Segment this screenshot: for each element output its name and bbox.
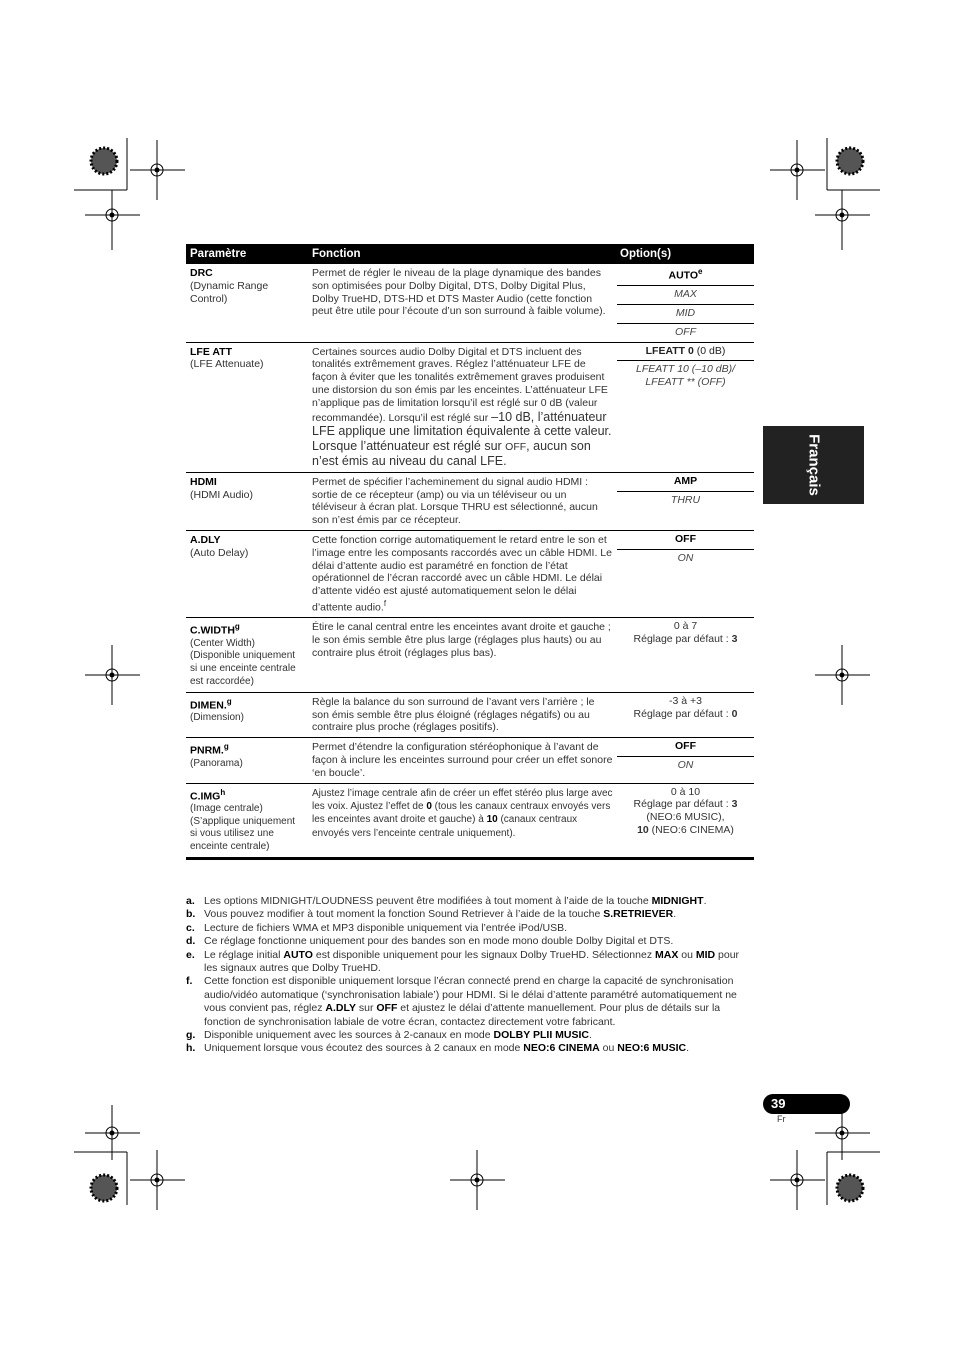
option-range: -3 à +3 (669, 694, 702, 707)
default-value: 3 (731, 798, 738, 811)
option-value: OFF (617, 531, 754, 550)
param-options (617, 531, 754, 617)
language-tab-label: Français (805, 434, 822, 496)
param-name: HDMI (190, 475, 217, 488)
param-name: DRC (190, 267, 213, 279)
option-value: LFEATT 10 (–10 dB)/ LFEATT ** (OFF) (635, 363, 735, 389)
param-sub: (Dynamic Range Control) (190, 279, 269, 305)
param-function: Permet de spécifier l’acheminement du signal audio HDMI : sortie de ce récepteur (amp) ou via un téléviseur ou un téléviseur à écran plat. Lorsque THRU est sélectionné, aucun son n’est émis par ce récepteur. (312, 475, 598, 527)
param-sub: (Image centrale) (S’applique uniquement si vous utilisez une enceinte centrale) (190, 802, 296, 853)
table-row (186, 473, 754, 531)
language-tab (763, 426, 864, 504)
page-language: Fr (777, 1114, 786, 1124)
default-value: 0 (731, 707, 738, 720)
param-function: Étire le canal central entre les enceintes avant droite et gauche ; le son émis semble être plus large (réglages plus hauts) ou au contraire plus étroit (réglages plus bas). (312, 621, 611, 659)
table-row (186, 264, 754, 343)
footnotes (186, 895, 754, 1056)
footnote-c: c. Lecture de fichiers WMA et MP3 disponible uniquement via l’entrée iPod/USB. (186, 921, 568, 934)
page-number-badge (763, 1094, 850, 1114)
param-options (617, 738, 754, 782)
footnote-ref: e (698, 267, 703, 276)
param-options: LFEATT 0 (0 dB) LFEATT 10 (–10 dB)/ LFEATT ** (OFF) (617, 343, 754, 472)
param-options (617, 473, 754, 530)
header-parametre: Paramètre (190, 248, 247, 260)
param-function: Permet d’étendre la configuration stéréophonique à l’avant de façon à inclure les enceintes surround pour créer un effet sonore ‘en boucle’. (312, 741, 613, 779)
param-name: C.WIDTH (190, 624, 235, 637)
param-function: Règle la balance du son surround de l’avant vers l’arrière ; le son émis semble être plus éloigné (réglages négatifs) ou au contraire plus proche (réglages positifs). (312, 695, 595, 734)
param-function: Certaines sources audio Dolby Digital et DTS incluent des tonalités extrêmement graves. Réglez l’atténuateur LFE de façon à éviter que les tonalités extrêmement graves produisent une distorsion du son émis par les enceintes. L’atténuateur LFE n’applique pas de limitation lorsqu’il est réglé sur 0 dB (valeur recommandée). Lorsqu’il est réglé sur –10 dB, l’atténuateur LFE applique une limitation équivalente à cette valeur. Lorsque l’atténuateur est réglé sur OFF, aucun son n’est émis au niveau du canal LFE. (312, 345, 612, 469)
footnote-d: d. Ce réglage fonctionne uniquement pour des bandes son en mode mono double Dolby Digital et DTS. (186, 935, 674, 948)
option-value: AUTO (668, 269, 699, 282)
table-row: PNRM.$^g$ (Panorama) Permet d’étendre la configuration stéréophonique à l’avant de façon à inclure les enceintes surround pour créer un effet sonore ‘en boucle’. OFF ON (186, 738, 754, 783)
option-value: OFF (617, 738, 754, 757)
param-options: 0 à 10 Réglage par défaut : 3 (NEO:6 MUSIC), 10 (NEO:6 CINEMA) (617, 784, 754, 857)
param-sub: (Auto Delay) (190, 546, 249, 559)
footnote-f: f. Cette fonction est disponible uniquement lorsque l’écran connecté prend en charge la capacité de synchronisation audio/vidéo automatique (‘synchronisation labiale’) pour HDMI. Si le délai d’attente paramétré automatiquement ne vous convient pas, réglez A.DLY sur OFF et ajustez le délai d’attente manuellement. Pour plus de détails sur la fonction de synchronisation labiale de votre écran, contactez directement votre fabricant. (186, 975, 737, 1028)
param-sub: (Center Width) (Disponible uniquement si une enceinte centrale est raccordée) (190, 637, 296, 688)
param-name: LFE ATT (190, 345, 232, 358)
param-options (617, 264, 754, 342)
table-header (186, 244, 754, 264)
header-fonction: Fonction (312, 248, 361, 260)
option-value: LFEATT 0 (645, 344, 694, 357)
table-row (186, 343, 754, 473)
param-sub: (Dimension) (190, 712, 244, 724)
table-row: C.IMG$^h$ (Image centrale) (S’applique uniquement si vous utilisez une enceinte centrale) Ajustez l’image centrale afin de créer un effet stéréo plus large avec les voix. Ajustez l’effet de 0 (tous les canaux centraux envoyés vers les enceintes avant droite et gauche) à 10 (canaux centraux envoyés vers l’enceinte centrale uniquement). 0 à 10 Réglage par défaut : 3 (NEO:6 MUSIC), 10 (NEO:6 CINEMA) (186, 784, 754, 860)
param-name: PNRM. (190, 744, 224, 757)
param-options: -3 à +3 Réglage par défaut : 0 (617, 693, 754, 737)
option-value: ON (677, 551, 694, 564)
option-value: THRU (670, 493, 701, 506)
option-value: MAX (617, 286, 754, 305)
option-range: 0 à 10 (670, 785, 701, 798)
param-function: Ajustez l’image centrale afin de créer un effet stéréo plus large avec les voix. Ajustez l’effet de 0 (tous les canaux centraux envoyés vers les enceintes avant droite et gauche) à 10 (canaux centraux envoyés vers l’enceinte centrale uniquement). (312, 787, 613, 839)
param-sub: (Panorama) (190, 757, 243, 769)
page-number: 39 (771, 1096, 786, 1111)
option-range: 0 à 7 (673, 620, 698, 633)
param-function: Permet de régler le niveau de la plage dynamique des bandes son optimisées pour Dolby Digital, DTS, Dolby Digital Plus, Dolby TrueHD, DTS-HD et DTS Master Audio (cette fonction peut être utile pour l’écoute d’un son surround à faible volume). (312, 267, 606, 318)
footnote-e: e. Le réglage initial AUTO est disponible uniquement pour les signaux Dolby TrueHD. Sélectionnez MAX ou MID pour les signaux autres que Dolby TrueHD. (186, 948, 740, 975)
param-sub: (HDMI Audio) (190, 488, 254, 501)
param-name: A.DLY (190, 534, 221, 547)
option-value: MID (617, 305, 754, 324)
param-function: Cette fonction corrige automatiquement le retard entre le son et l’image entre les composants raccordés avec un câble HDMI. Le délai d’attente audio est paramétré en fonction de l’état opérationnel de l’écran raccordé avec un câble HDMI. Le délai d’attente vidéo est ajusté automatiquement selon le délai d’attente audio.$^f$ (312, 534, 612, 614)
footnote-h: h. Uniquement lorsque vous écoutez des sources à 2 canaux en mode NEO:6 CINEMA ou NEO:6 MUSIC. (186, 1042, 689, 1055)
default-value: 3 (731, 633, 738, 646)
footnote-a: a. Les options MIDNIGHT/LOUDNESS peuvent être modifiées à tout moment à l’aide de la touche MIDNIGHT. (186, 895, 707, 907)
header-options: Option(s) (620, 248, 672, 260)
table-row: C.WIDTH$^g$ (Center Width) (Disponible uniquement si une enceinte centrale est raccordée) Étire le canal central entre les enceintes avant droite et gauche ; le son émis semble être plus large (réglages plus hauts) ou au contraire plus étroit (réglages plus bas). 0 à 7 Réglage par défaut : 3 (186, 618, 754, 692)
parameter-table (186, 244, 754, 860)
table-row (186, 531, 754, 618)
footnote-g: g. Disponible uniquement avec les sources à 2-canaux en mode DOLBY PLII MUSIC. (186, 1029, 592, 1042)
option-value: AMP (617, 473, 754, 492)
param-name: C.IMG (190, 790, 221, 803)
option-value: OFF (675, 325, 696, 338)
param-sub: (LFE Attenuate) (190, 358, 264, 371)
param-options: 0 à 7 Réglage par défaut : 3 (617, 618, 754, 691)
param-name: DIMEN. (190, 699, 227, 712)
footnote-b: b. Vous pouvez modifier à tout moment la fonction Sound Retriever à l’aide de la touche S.RETRIEVER. (186, 908, 677, 921)
table-row: DIMEN.$^g$ (Dimension) Règle la balance du son surround de l’avant vers l’arrière ; le son émis semble être plus éloigné (réglages négatifs) ou au contraire plus proche (réglages positifs). -3 à +3 Réglage par défaut : 0 (186, 693, 754, 738)
option-value: ON (677, 759, 694, 771)
